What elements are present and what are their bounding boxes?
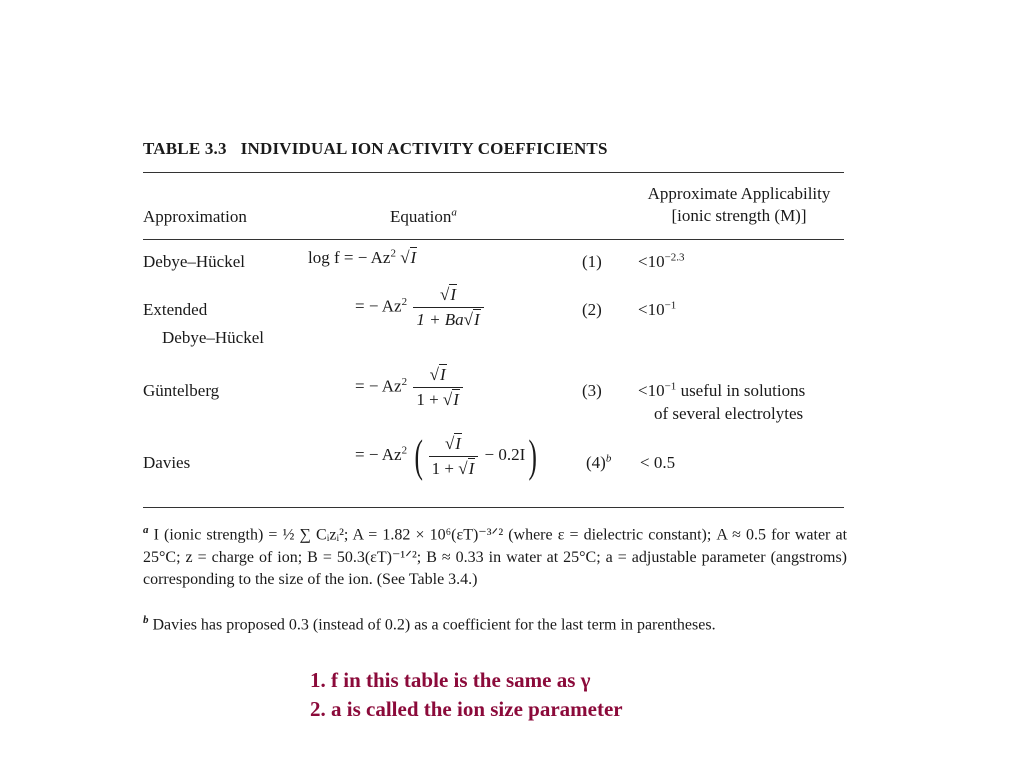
header-approximation: Approximation [143,207,247,226]
top-rule [143,172,844,173]
range-3-line2: of several electrolytes [654,404,804,423]
equation-3-num-sqrt: √I [429,365,446,384]
equation-3-square: 2 [401,375,408,388]
footnote-b [143,609,847,637]
header-equation-footnote-marker: a [451,206,457,219]
equation-4-den-prefix: 1 + [431,458,459,478]
equation-3-fraction [413,365,463,410]
equation-1-lhs: log f = − Az [308,248,391,267]
footnote-a-text: I (ionic strength) = ½ ∑ Cᵢzᵢ²; A = 1.82 × 10⁶(εT)⁻³ᐟ² (where ε = dielectric constant); A ≈ 0.5 for water at 25°C; z = charge of ion; B = 50.3(εT)⁻¹ᐟ²; B ≈ 0.33 in water at 25°C; a = adjustable parameter (angstroms) corresponding to the size of the ion. (See Table 3.4.) [143,526,848,589]
equation-4-left-paren: ( [414,430,424,481]
table-number: TABLE 3.3 [143,139,227,158]
header-applicability [620,183,858,227]
range-1-exp: −2.3 [664,251,685,264]
row-name-extended: Extended [143,300,208,319]
footnote-b-marker: b [143,614,149,626]
row-name-extended-line2: Debye–Hückel [162,328,264,347]
footnote-a-marker: a [143,524,149,536]
equation-2-fraction [413,285,483,330]
equation-1 [308,248,417,268]
range-2 [638,300,676,320]
eq-number-4-marker: b [605,452,612,465]
header-rule [143,239,844,240]
eq-number-3: (3) [582,381,602,400]
equation-4-tail: − 0.2I [484,444,526,464]
range-3-suffix: useful in solutions [676,381,806,400]
header-applicability-line2: [ionic strength (M)] [671,206,807,225]
equation-3-prefix: = − Az [355,376,402,396]
header-equation-label: Equation [390,207,452,226]
equation-4-den-sqrt: √I [458,458,475,478]
header-applicability-line1: Approximate Applicability [647,184,831,203]
equation-4 [355,430,541,481]
table-title-text: INDIVIDUAL ION ACTIVITY COEFFICIENTS [240,139,608,158]
eq-number-4 [586,453,611,473]
equation-1-sqrt: √I [400,248,417,267]
equation-3-den-sqrt: √I [442,390,459,409]
eq-number-2: (2) [582,300,602,319]
equation-4-fraction [429,434,479,479]
equation-2-prefix: = − Az [355,296,402,316]
footnote-a [143,519,847,592]
equation-3 [355,365,465,410]
equation-4-right-paren: ) [528,430,538,481]
equation-2-den-sqrt: √I [463,310,480,329]
equation-2-num-sqrt: √I [439,285,456,304]
row-name-guntelberg: Güntelberg [143,381,220,400]
range-3-base: <10 [638,381,665,400]
range-1-base: <10 [638,252,665,271]
eq-number-4-label: (4) [586,453,606,472]
range-1 [638,252,685,272]
note-1: 1. f in this table is the same as γ [310,668,591,692]
range-4: < 0.5 [640,453,676,472]
range-2-base: <10 [638,300,665,319]
range-3-exp: −1 [664,380,677,393]
equation-4-num-sqrt: √I [444,433,461,453]
note-2: 2. a is called the ion size parameter [310,697,623,721]
equation-2 [355,285,486,330]
table-title [143,139,608,159]
eq-number-1: (1) [582,252,602,271]
equation-2-square: 2 [401,295,408,308]
equation-4-square: 2 [401,444,408,457]
equation-1-square: 2 [390,247,396,260]
range-3 [638,381,805,401]
header-equation [390,207,457,227]
equation-2-den-prefix: 1 + Ba [416,310,464,329]
row-name-debye-huckel: Debye–Hückel [143,252,245,271]
bottom-rule [143,507,844,508]
footnote-b-text: Davies has proposed 0.3 (instead of 0.2) as a coefficient for the last term in parentheses. [152,616,716,634]
equation-3-den-prefix: 1 + [416,390,443,409]
row-name-davies: Davies [143,453,191,472]
equation-4-prefix: = − Az [355,444,402,464]
range-2-exp: −1 [664,299,677,312]
